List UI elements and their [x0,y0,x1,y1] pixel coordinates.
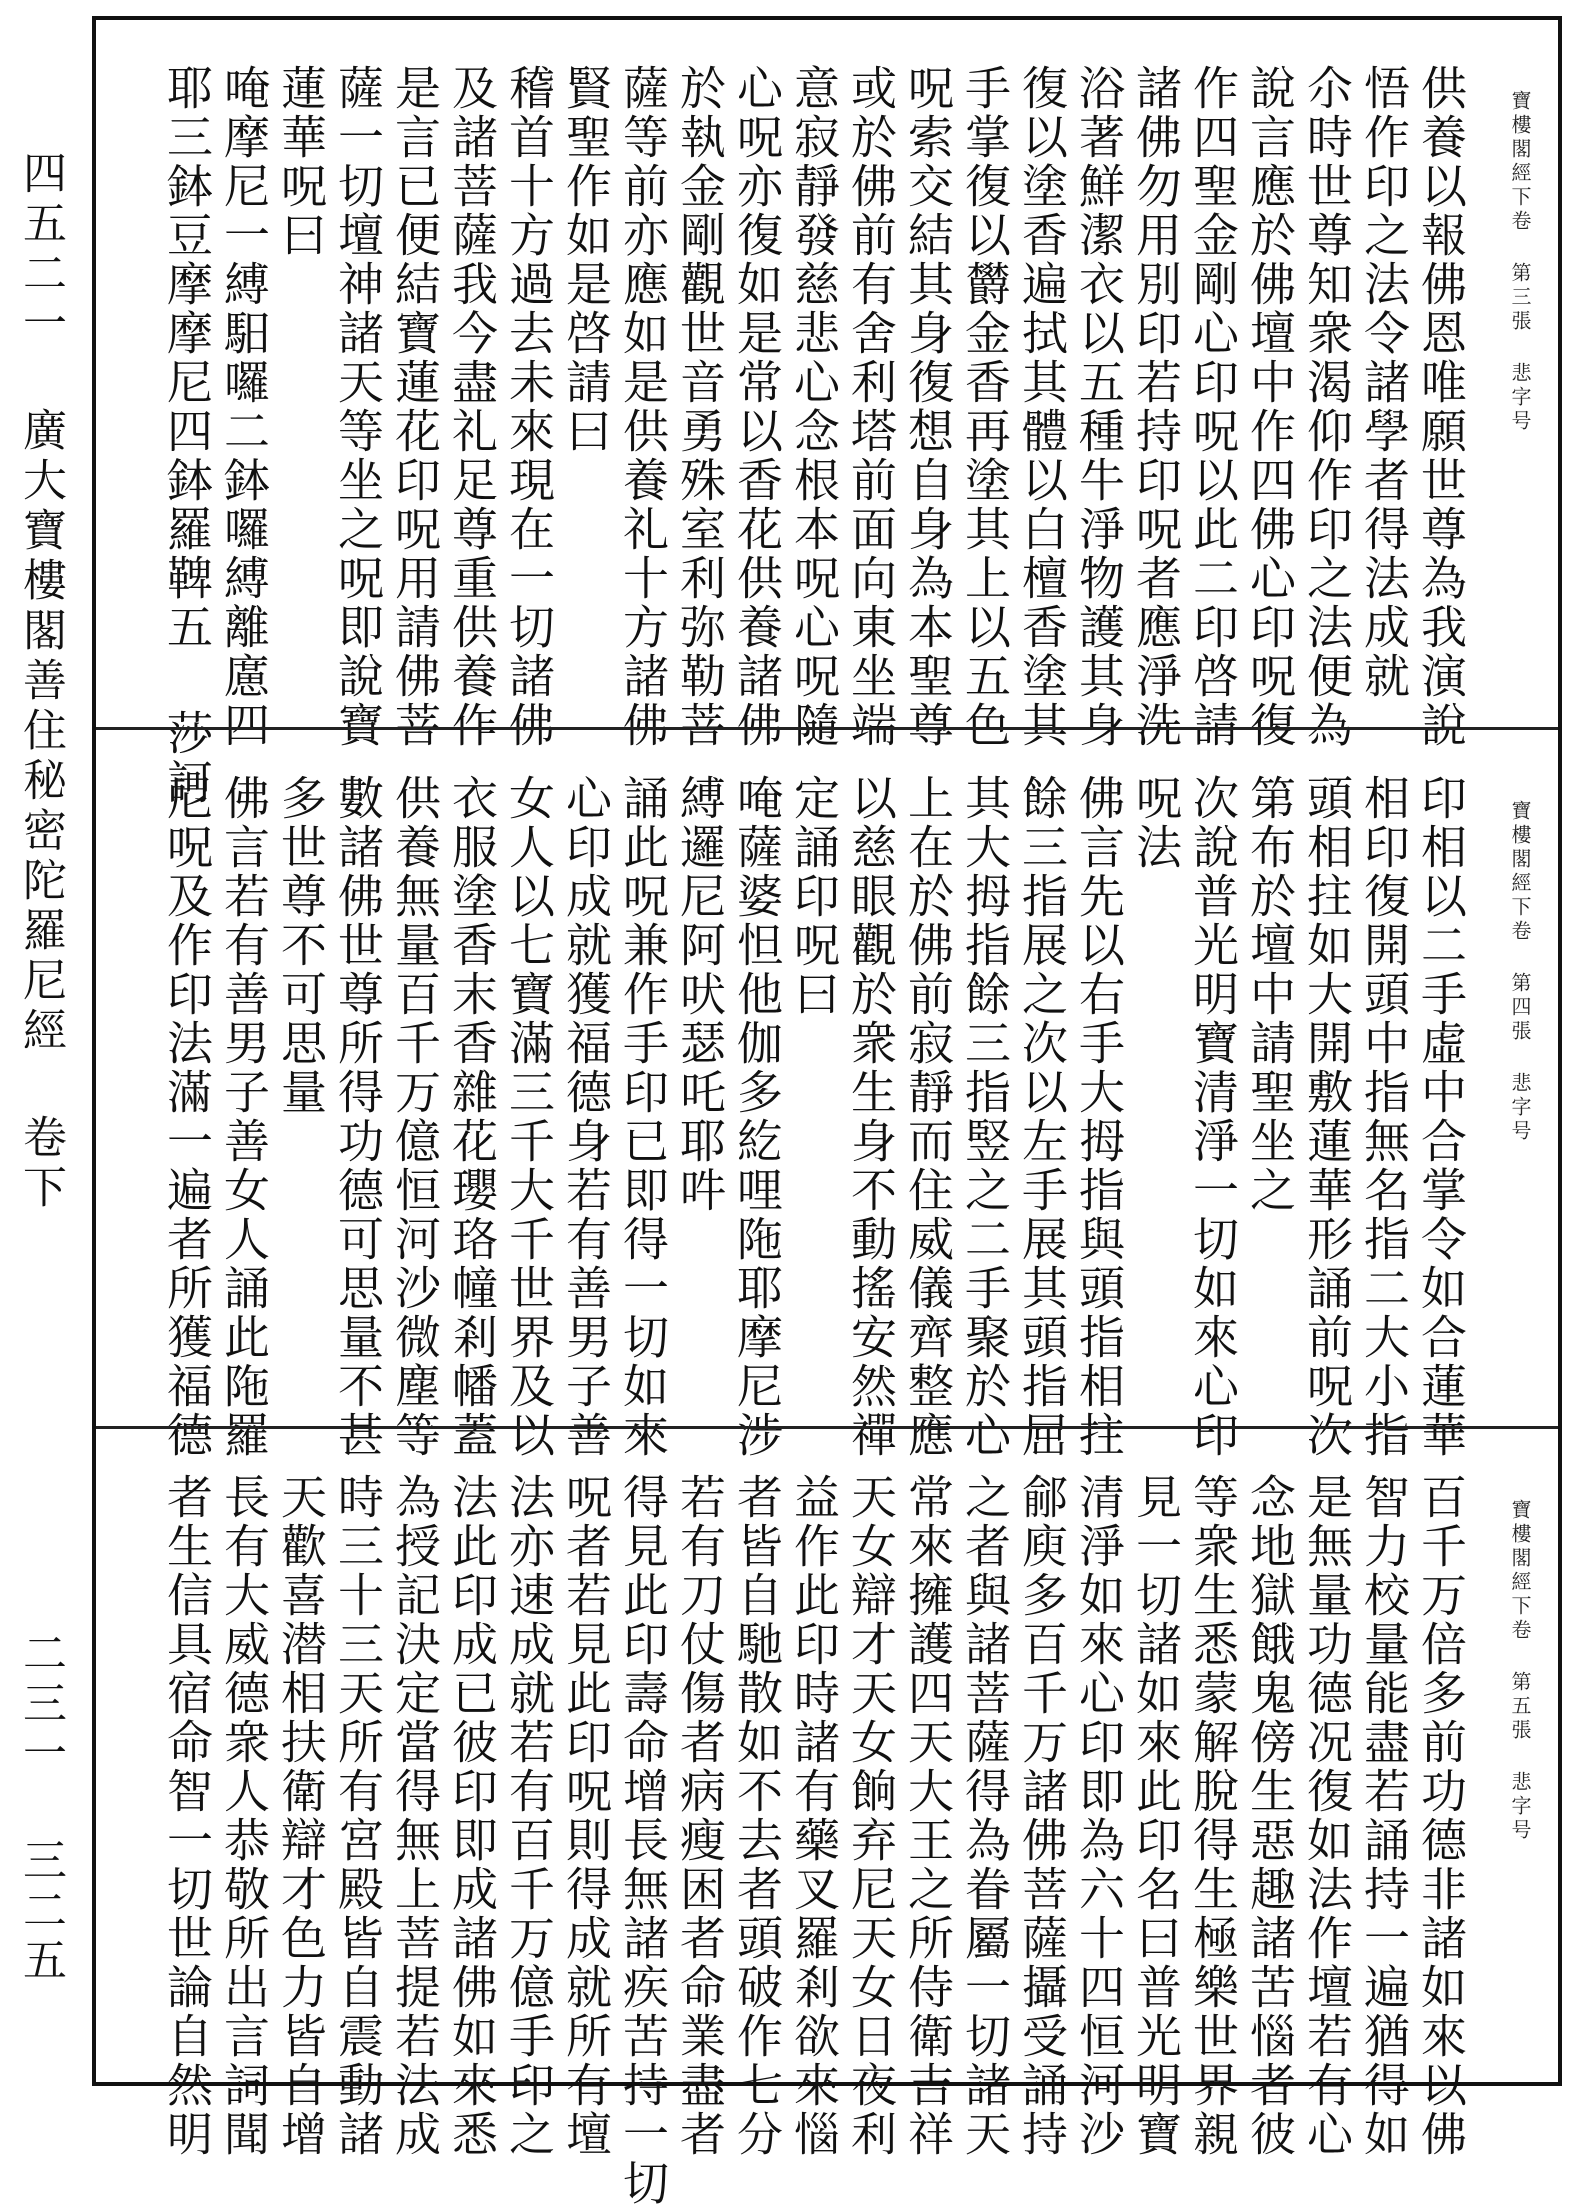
page-number-margin: 二三一 三二五 [15,1630,66,1987]
text-column: 之者與諸菩薩得為眷屬一切諸天 [958,1473,1012,2159]
text-column: 意寂靜發慈悲心念根本呪心呪隨 [787,64,841,750]
text-column: 佛言若有善男子善女人誦此陁羅 [217,774,271,1460]
sutra-title-margin: 四五二一 廣大寶樓閣善住秘密陀羅尼經 卷下 [15,150,66,1214]
text-column: 長有大威德衆人恭敬所出言詞聞 [217,1473,271,2159]
text-column: 賢聖作如是啓請曰 [559,64,613,456]
text-column: 供養以報佛恩唯願世尊為我演說 [1414,64,1468,750]
text-column: 尒時世尊知衆渴仰作印之法便為 [1300,64,1354,750]
text-column: 於執金剛觀世音勇殊室利弥勒菩 [673,64,727,750]
text-column: 手掌復以欝金香再塗其上以五色 [958,64,1012,750]
text-column: 說言應於佛壇中作四佛心印呪復 [1243,64,1297,750]
text-column: 者生信具宿命智一切世論自然明 [160,1473,214,2159]
text-column: 益作此印時諸有藥叉羅剎欲來惱 [787,1473,841,2159]
text-column: 清淨如來心印即為六十四恒河沙 [1072,1473,1126,2159]
text-column: 蓮華呪曰 [274,64,328,260]
text-column: 諸佛勿用別印若持印呪者應淨洗 [1129,64,1183,750]
text-column: 法亦速成就若有百千万億手印之 [502,1473,556,2159]
text-column: 其大拇指餘三指竪之二手聚於心 [958,774,1012,1460]
text-column: 智力校量能盡若誦持一遍猶得如 [1357,1473,1411,2159]
text-column: 者皆自馳散如不去者頭破作七分 [730,1473,784,2159]
text-column: 時三十三天所有宮殿皆自震動諸 [331,1473,385,2159]
register-middle [96,727,1558,1460]
register-lower [96,1426,1558,2208]
register-upper [96,20,1558,807]
text-column: 天女辯才天女餉弃尼天女日夜利 [844,1473,898,2159]
folio-label: 寶樓閣經下卷 第三張 悲字号 [1508,90,1532,434]
text-column: 耶三鉢豆摩摩尼四鉢羅鞞五 莎訶 [160,64,214,807]
text-column: 次說普光明寶清淨一切如來心印 [1186,774,1240,1460]
text-column: 上在於佛前寂靜而住威儀齊整應 [901,774,955,1460]
text-column: 唵薩婆怛他伽多紇哩陁耶摩尼涉 [730,774,784,1460]
text-column: 餘三指展之次以左手展其頭指屈 [1015,774,1069,1460]
text-column: 縛邏尼阿吠瑟吒耶吽 [673,774,727,1215]
text-column: 頭相拄如大開敷蓮華形誦前呪次 [1300,774,1354,1460]
text-column: 供養無量百千万億恒河沙微塵等 [388,774,442,1460]
text-column: 悟作印之法令諸學者得法成就 [1357,64,1411,701]
text-column: 百千万倍多前功德非諸如來以佛 [1414,1473,1468,2159]
text-column: 及諸菩薩我今盡礼足尊重供養作 [445,64,499,750]
text-column: 是無量功德况復如法作壇若有心 [1300,1473,1354,2159]
text-column: 呪者若見此印呪則得成就所有壇 [559,1473,613,2159]
text-column: 唵摩尼一縛馹囉二鉢囉縛離㢜四 [217,64,271,750]
text-column: 薩等前亦應如是供養礼十方諸佛 [616,64,670,750]
text-column: 念地獄餓鬼傍生惡趣諸苦惱者彼 [1243,1473,1297,2159]
page-frame [92,16,1562,2208]
text-column: 是言已便結寶蓮花印呪用請佛菩 [388,64,442,750]
text-column: 天歡喜潜相扶衛辯才色力皆自增 [274,1473,328,2159]
text-column: 女人以七寶滿三千大千世界及以 [502,774,556,1460]
text-column: 或於佛前有舍利塔前面向東坐端 [844,64,898,750]
folio-label: 寶樓閣經下卷 第五張 悲字号 [1508,1499,1532,1843]
text-column: 呪索交結其身復想自身為本聖尊 [901,64,955,750]
text-column: 定誦印呪曰 [787,774,841,1019]
text-column: 作四聖金剛心印呪以此二印啓請 [1186,64,1240,750]
text-column: 鄃庾多百千万諸佛菩薩攝受誦持 [1015,1473,1069,2159]
text-column: 數諸佛世尊所得功德可思量不甚 [331,774,385,1460]
folio-label: 寶樓閣經下卷 第四張 悲字号 [1508,800,1532,1144]
text-column: 見一切諸如來此印名曰普光明寶 [1129,1473,1183,2159]
text-column: 呪法 [1129,774,1183,872]
text-column: 為授記決定當得無上菩提若法成 [388,1473,442,2159]
text-column: 法此印成已彼印即成諸佛如來悉 [445,1473,499,2159]
text-column: 誦此呪兼作手印已即得一切如來 [616,774,670,1460]
text-column: 尼呪及作印法滿一遍者所獲福德 [160,774,214,1460]
text-column: 印相以二手虛中合掌令如合蓮華 [1414,774,1468,1460]
text-column: 稽首十方過去未來現在一切諸佛 [502,64,556,750]
text-column: 衣服塗香末香雜花瓔珞幢剎幡蓋 [445,774,499,1460]
text-column: 等衆生悉蒙解脫得生極樂世界親 [1186,1473,1240,2159]
text-column: 心印成就獲福德身若有善男子善 [559,774,613,1460]
text-column: 得見此印壽命增長無諸疾苦持一切 [616,1473,670,2208]
text-column: 薩一切壇神諸天等坐之呪即說寶 [331,64,385,750]
text-column: 相印復開頭中指無名指二大小指 [1357,774,1411,1460]
text-column: 復以塗香遍拭其體以白檀香塗其 [1015,64,1069,750]
text-column: 以慈眼觀於衆生身不動搖安然禪 [844,774,898,1460]
text-column: 第布於壇中請聖坐之 [1243,774,1297,1215]
text-column: 常來擁護四天大王之所侍衛吉祥 [901,1473,955,2159]
text-column: 佛言先以右手大拇指與頭指相拄 [1072,774,1126,1460]
text-column: 浴著鮮潔衣以五種牛淨物護其身 [1072,64,1126,750]
text-column: 若有刀仗傷者病瘦困者命業盡者 [673,1473,727,2159]
left-margin [0,0,92,2111]
text-column: 心呪亦復如是常以香花供養諸佛 [730,64,784,750]
text-column: 多世尊不可思量 [274,774,328,1117]
